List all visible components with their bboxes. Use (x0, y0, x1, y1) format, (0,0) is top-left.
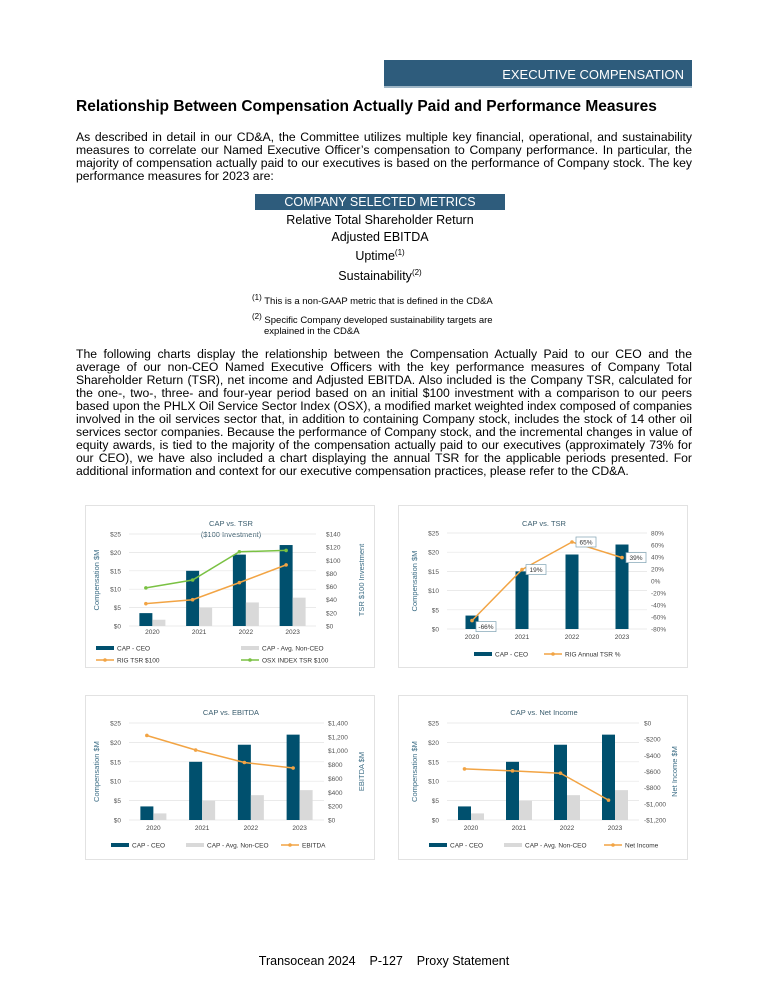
bar-cap-avg-non-ceo (567, 795, 580, 820)
bar-cap-avg-non-ceo (519, 801, 532, 820)
y2-tick-label: -60% (651, 614, 667, 622)
chart-svg (399, 506, 689, 669)
y-tick-label: $5 (431, 607, 439, 615)
page-footer (0, 954, 768, 968)
y2-tick-label: -20% (651, 590, 667, 598)
y2-tick-label: $100 (326, 557, 341, 565)
y-tick-label: $5 (113, 798, 121, 806)
metric-item (255, 229, 505, 246)
footnote-mark: (1) (252, 293, 262, 302)
legend-label: CAP - CEO (495, 651, 529, 659)
data-point (620, 556, 624, 560)
y2-tick-label: $400 (328, 789, 343, 797)
data-point (243, 761, 247, 765)
y2-tick-label: -$400 (644, 752, 661, 760)
y-tick-label: $25 (428, 720, 439, 728)
legend-label: RIG Annual TSR % (565, 651, 621, 659)
chart-svg (399, 696, 689, 861)
y-tick-label: $5 (113, 605, 121, 613)
data-point (284, 549, 288, 553)
header-divider (384, 86, 692, 88)
y-tick-label: $20 (428, 549, 439, 557)
line-rig-annual-tsr- (472, 542, 622, 621)
bar-cap-ceo (566, 555, 579, 629)
x-tick-label: 2021 (514, 634, 530, 641)
legend-swatch (186, 843, 204, 847)
bar-cap-ceo (458, 806, 471, 820)
data-point (284, 563, 288, 567)
metric-label: Uptime (355, 249, 395, 264)
bar-cap-avg-non-ceo (251, 795, 264, 820)
bar-cap-ceo (516, 571, 529, 629)
page-number: P-127 (369, 954, 403, 968)
chart-cap-vs-annual-tsr (398, 505, 688, 668)
bar-cap-ceo (233, 555, 246, 626)
bar-cap-avg-non-ceo (246, 602, 259, 626)
metric-item (255, 265, 505, 285)
legend-label: CAP - Avg. Non-CEO (262, 645, 324, 653)
data-point (570, 540, 574, 544)
company-selected-metrics (255, 194, 505, 284)
x-tick-label: 2022 (559, 825, 575, 832)
data-point (191, 598, 195, 602)
footnote-text: This is a non-GAAP metric that is defined in the CD&A (264, 296, 493, 308)
x-tick-label: 2022 (238, 629, 254, 636)
legend-swatch (429, 843, 447, 847)
footnote-ref: (2) (411, 267, 422, 277)
y-axis-title: Compensation $M (410, 550, 419, 612)
y-tick-label: $0 (113, 817, 121, 825)
metrics-heading: COMPANY SELECTED METRICS (255, 194, 505, 210)
chart-cap-vs-ebitda (85, 695, 375, 860)
x-tick-label: 2021 (511, 825, 527, 832)
x-tick-label: 2020 (464, 634, 480, 641)
data-point (144, 586, 148, 590)
line-net-income (465, 769, 609, 800)
y2-tick-label: $80 (326, 570, 337, 578)
data-label: 39% (629, 554, 643, 562)
metric-label: Adjusted EBITDA (331, 229, 429, 244)
line-osx-index-tsr-100 (146, 550, 286, 587)
data-point (145, 734, 149, 738)
y-tick-label: $0 (431, 817, 439, 825)
x-tick-label: 2020 (145, 629, 160, 636)
data-label: -66% (478, 623, 494, 631)
legend-label: CAP - CEO (132, 842, 166, 850)
y2-tick-label: $20 (326, 610, 337, 618)
y2-tick-label: $1,400 (328, 720, 348, 728)
y2-tick-label: $120 (326, 544, 341, 552)
bar-cap-avg-non-ceo (300, 790, 313, 820)
y2-tick-label: 60% (651, 542, 665, 550)
y2-tick-label: -$200 (644, 736, 661, 744)
metric-label: Relative Total Shareholder Return (286, 213, 474, 227)
y-tick-label: $10 (428, 588, 439, 596)
y2-tick-label: $200 (328, 803, 343, 811)
chart-title: CAP vs. TSR (209, 519, 253, 528)
y-tick-label: $10 (110, 778, 121, 786)
footnote-mark: (2) (252, 312, 262, 321)
chart-title: CAP vs. EBITDA (202, 708, 260, 717)
legend-swatch (96, 646, 114, 650)
x-tick-label: 2021 (191, 629, 207, 636)
y-axis-title: Compensation $M (410, 741, 419, 802)
legend-label: Net Income (625, 842, 659, 850)
x-tick-label: 2023 (614, 634, 630, 641)
y2-axis-title: EBITDA $M (357, 751, 366, 792)
legend-marker (103, 658, 107, 662)
footer-doc: Proxy Statement (416, 954, 510, 968)
y2-tick-label: -$800 (644, 785, 661, 793)
legend-label: CAP - CEO (450, 842, 484, 850)
bar-cap-avg-non-ceo (153, 813, 166, 820)
bar-cap-ceo (238, 745, 251, 820)
bar-cap-avg-non-ceo (199, 608, 212, 626)
y-tick-label: $0 (431, 626, 439, 634)
bar-cap-avg-non-ceo (615, 790, 628, 820)
bar-cap-avg-non-ceo (293, 598, 306, 626)
y2-tick-label: $1,000 (328, 748, 348, 756)
bar-cap-ceo (287, 735, 300, 820)
data-point (470, 619, 474, 623)
bar-cap-avg-non-ceo (152, 620, 165, 626)
data-point (511, 769, 515, 773)
footnote-ref: (1) (394, 248, 405, 257)
bar-cap-ceo (280, 545, 293, 626)
y2-tick-label: 20% (651, 566, 665, 574)
chart-svg (86, 696, 376, 861)
metric-item (255, 212, 505, 229)
legend-label: EBITDA (302, 842, 326, 850)
page-title: Relationship Between Compensation Actually Paid and Performance Measures (76, 98, 657, 115)
y-tick-label: $10 (110, 586, 121, 594)
y-tick-label: $15 (428, 568, 439, 576)
y2-tick-label: 80% (651, 530, 665, 538)
y-tick-label: $15 (110, 759, 121, 767)
y-tick-label: $15 (428, 759, 439, 767)
legend-marker (288, 843, 292, 847)
y-tick-label: $25 (110, 720, 121, 728)
x-tick-label: 2022 (564, 634, 580, 641)
y-tick-label: $20 (110, 549, 121, 557)
data-point (238, 581, 242, 585)
y2-tick-label: $0 (328, 817, 336, 825)
bar-cap-ceo (602, 735, 615, 820)
data-point (291, 766, 295, 770)
legend-marker (611, 843, 615, 847)
data-label: 19% (529, 566, 543, 574)
chart-title: CAP vs. Net Income (510, 708, 578, 717)
y2-axis-title: TSR $100 Investment (357, 543, 366, 617)
data-point (607, 798, 611, 802)
y2-tick-label: $140 (326, 531, 341, 539)
y-tick-label: $25 (110, 531, 121, 539)
x-tick-label: 2021 (194, 825, 210, 832)
y2-tick-label: $800 (328, 762, 343, 770)
x-tick-label: 2020 (146, 825, 161, 832)
data-point (463, 767, 467, 771)
y-tick-label: $20 (428, 739, 439, 747)
bar-cap-ceo (554, 745, 567, 820)
legend-swatch (111, 843, 129, 847)
y2-tick-label: -$1,000 (644, 801, 667, 809)
y2-tick-label: $40 (326, 597, 337, 605)
x-tick-label: 2020 (463, 825, 479, 832)
data-point (194, 748, 198, 752)
section-header: EXECUTIVE COMPENSATION (384, 60, 692, 86)
data-point (144, 602, 148, 606)
data-point (520, 568, 524, 572)
legend-marker (551, 652, 555, 656)
legend-label: CAP - CEO (117, 645, 151, 653)
chart-title: ($100 Investment) (200, 530, 262, 539)
y-tick-label: $0 (113, 623, 121, 631)
metric-label: Sustainability (338, 268, 412, 283)
x-tick-label: 2022 (243, 825, 259, 832)
y2-tick-label: $60 (326, 584, 337, 592)
y2-tick-label: 40% (651, 554, 665, 562)
footnote (252, 292, 512, 307)
y2-tick-label: $0 (644, 720, 652, 728)
x-tick-label: 2023 (607, 825, 623, 832)
y-tick-label: $10 (428, 778, 439, 786)
chart-svg (86, 506, 376, 669)
chart-cap-vs-net-income (398, 695, 688, 860)
metric-item (255, 245, 505, 265)
y-tick-label: $20 (110, 739, 121, 747)
y2-tick-label: -$600 (644, 769, 661, 776)
footer-company: Transocean 2024 (258, 954, 356, 968)
y-tick-label: $25 (428, 530, 439, 538)
y-axis-title: Compensation $M (92, 549, 101, 611)
bar-cap-ceo (189, 762, 202, 820)
bar-cap-avg-non-ceo (202, 801, 215, 820)
chart-cap-vs-tsr-100 (85, 505, 375, 668)
y-tick-label: $15 (110, 568, 121, 576)
y-tick-label: $5 (431, 798, 439, 806)
x-tick-label: 2023 (292, 825, 307, 832)
legend-label: CAP - Avg. Non-CEO (525, 842, 587, 850)
y2-tick-label: -80% (651, 626, 667, 634)
legend-swatch (241, 646, 259, 650)
y2-tick-label: $1,200 (328, 734, 348, 742)
data-point (238, 550, 242, 554)
legend-swatch (504, 843, 522, 847)
legend-marker (248, 658, 252, 662)
data-point (191, 578, 195, 582)
bar-cap-ceo (139, 613, 152, 626)
y2-tick-label: -$1,200 (644, 817, 667, 825)
data-label: 65% (579, 539, 593, 547)
footnote-text: Specific Company developed sustainability targets are explained in the CD&A (264, 315, 493, 338)
body-paragraph: The following charts display the relationship between the Compensation Actually Paid to our CEO and the average of our non-CEO Named Executive Officers with the key performance measures of Company Total Shareholder Return (TSR), net income and Adjusted EBITDA. Also included is the Company TSR, calculated for the one-, two-, three- and four-year period based on an initial $100 investment with a comparison to our peers based upon the PHLX Oil Service Sector Index (OSX), a modified market weighted index composed of companies involved in the oil services sector that, in addition to containing Company stock, includes the stock of 14 other oil services sector companies. Because the performance of Company stock, and the incremental changes in value of equity awards, is tied to the majority of the compensation actually paid to our executives (approximately 73% for our CEO), we have also included a chart displaying the annual TSR for the applicable periods presented. For additional information and context for our executive compensation practices, please refer to the CD&A. (76, 347, 692, 478)
bar-cap-avg-non-ceo (471, 813, 484, 820)
bar-cap-ceo (140, 806, 153, 820)
y2-axis-title: Net Income $M (670, 746, 679, 797)
intro-paragraph: As described in detail in our CD&A, the Committee utilizes multiple key financial, operational, and sustainability measures to correlate our Named Executive Officer’s compensation to Company performance. In particular, the majority of compensation actually paid to our executives is based on the performance of Company stock. The key performance measures for 2023 are: (76, 130, 692, 183)
y2-tick-label: -40% (651, 602, 667, 610)
footnote (252, 311, 520, 337)
y-axis-title: Compensation $M (92, 741, 101, 802)
legend-label: CAP - Avg. Non-CEO (207, 842, 269, 850)
legend-swatch (474, 652, 492, 656)
line-ebitda (147, 735, 293, 768)
data-point (559, 771, 563, 775)
x-tick-label: 2023 (285, 629, 300, 636)
chart-title: CAP vs. TSR (522, 519, 566, 528)
y2-tick-label: $600 (328, 775, 343, 783)
y2-tick-label: 0% (651, 578, 661, 586)
legend-label: RIG TSR $100 (117, 657, 160, 665)
y2-tick-label: $0 (326, 623, 334, 631)
legend-label: OSX INDEX TSR $100 (262, 657, 329, 665)
